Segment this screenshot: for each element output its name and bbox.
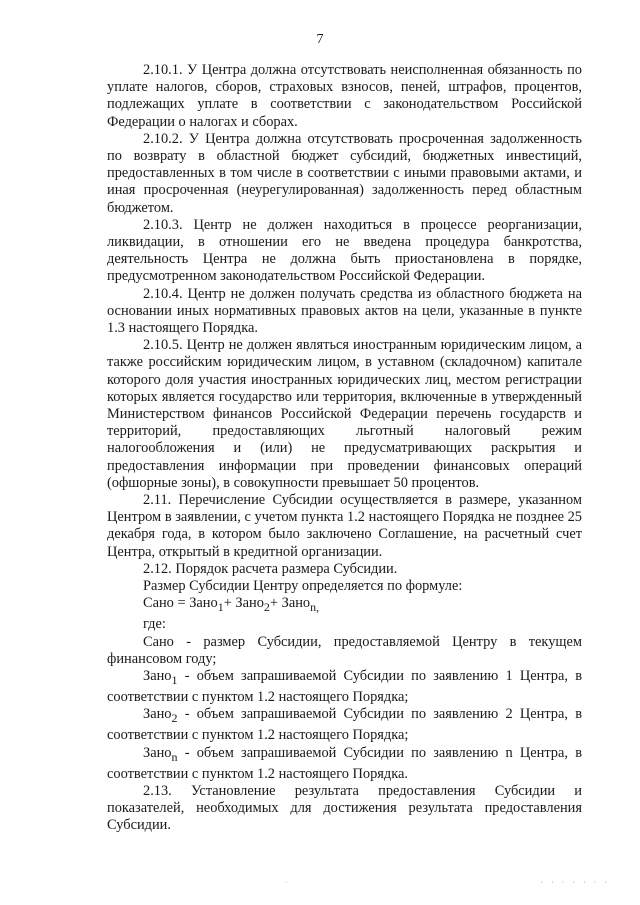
page-number: 7 bbox=[316, 32, 324, 47]
definition-zano-n bbox=[107, 745, 582, 783]
formula-lhs: Сано = Зано bbox=[143, 595, 218, 612]
formula-sub-2: 2 bbox=[263, 600, 270, 615]
formula-intro: Размер Субсидии Центру определяется по формуле: bbox=[143, 578, 463, 595]
definition-zano-1-sub: 1 bbox=[171, 672, 178, 687]
document-body bbox=[107, 62, 582, 834]
definition-zano-2-text: - объем запрашиваемой Субсидии по заявлению 2 Центра, в соответствии с пунктом 1.2 настоящего Порядка; bbox=[107, 706, 582, 744]
paragraph-2-10-5: 2.10.5. Центр не должен являться иностранным юридическим лицом, а также российским юридическим лицом, в уставном (складочном) капитале которого доля участия иностранных юридических лиц, местом регистрации которых является государство или территория, включенные в утвержденный Министерством финансов Российской Федерации перечень государств и территорий, предоставляющих льготный налоговый режим налогообложения и (или) не предусматривающих раскрытия и предоставления информации при проведении финансовых операций (офшорные зоны), в совокупности превышает 50 процентов. bbox=[107, 337, 582, 491]
paragraph-2-10-3: 2.10.3. Центр не должен находиться в процессе реорганизации, ликвидации, в отношении его не введена процедура банкротства, деятельность Центра не должна быть приостановлена в порядке, предусмотренном законодательством Российской Федерации. bbox=[107, 216, 582, 285]
definition-zano-1 bbox=[107, 668, 582, 706]
subsidy-formula bbox=[107, 595, 582, 616]
formula-term-n: + Зано bbox=[269, 595, 311, 612]
definition-zano-2-sub: 2 bbox=[171, 711, 178, 726]
scan-artifact: · bbox=[285, 878, 288, 887]
definition-zano-n-sub: n bbox=[171, 749, 178, 764]
paragraph-2-12: 2.12. Порядок расчета размера Субсидии. bbox=[143, 560, 398, 577]
scan-footer-marks: · · · · · · · bbox=[540, 878, 610, 887]
definition-zano-2 bbox=[107, 706, 582, 744]
where-label: где: bbox=[143, 616, 166, 633]
definition-sano: Сано - размер Субсидии, предоставляемой Центру в текущем финансовом году; bbox=[107, 633, 582, 667]
paragraph-2-13: 2.13. Установление результата предоставления Субсидии и показателей, необходимых для достижения результата предоставления Субсидии. bbox=[107, 782, 582, 834]
definition-zano-2-symbol: Зано bbox=[143, 706, 172, 723]
definition-zano-n-symbol: Зано bbox=[143, 744, 172, 761]
paragraph-2-10-4: 2.10.4. Центр не должен получать средства из областного бюджета на основании иных нормативных правовых актов на цели, указанные в пункте 1.3 настоящего Порядка. bbox=[107, 285, 582, 337]
paragraph-2-10-2: 2.10.2. У Центра должна отсутствовать просроченная задолженность по возврату в областной бюджет субсидий, бюджетных инвестиций, предоставленных в том числе в соответствии с иными правовыми актами, и иная просроченная (неурегулированная) задолженность перед областным бюджетом. bbox=[107, 130, 582, 216]
definition-zano-n-text: - объем запрашиваемой Субсидии по заявлению n Центра, в соответствии с пунктом 1.2 настоящего Порядка. bbox=[107, 744, 582, 782]
definition-zano-1-text: - объем запрашиваемой Субсидии по заявлению 1 Центра, в соответствии с пунктом 1.2 настоящего Порядка; bbox=[107, 667, 582, 706]
formula-sub-n: n, bbox=[310, 600, 320, 615]
formula-sub-1: 1 bbox=[217, 600, 224, 615]
paragraph-2-10-1: 2.10.1. У Центра должна отсутствовать неисполненная обязанность по уплате налогов, сборов, страховых взносов, пеней, штрафов, процентов, подлежащих уплате в соответствии с законодательством Российской Федерации о налогах и сборах. bbox=[107, 62, 582, 130]
paragraph-2-11: 2.11. Перечисление Субсидии осуществляется в размере, указанном Центром в заявлении, с учетом пункта 1.2 настоящего Порядка не позднее 25 декабря года, в котором было заключено Соглашение, на расчетный счет Центра, открытый в кредитной организации. bbox=[107, 492, 582, 560]
definition-zano-1-symbol: Зано bbox=[143, 667, 172, 684]
formula-term-2: + Зано bbox=[223, 595, 264, 612]
